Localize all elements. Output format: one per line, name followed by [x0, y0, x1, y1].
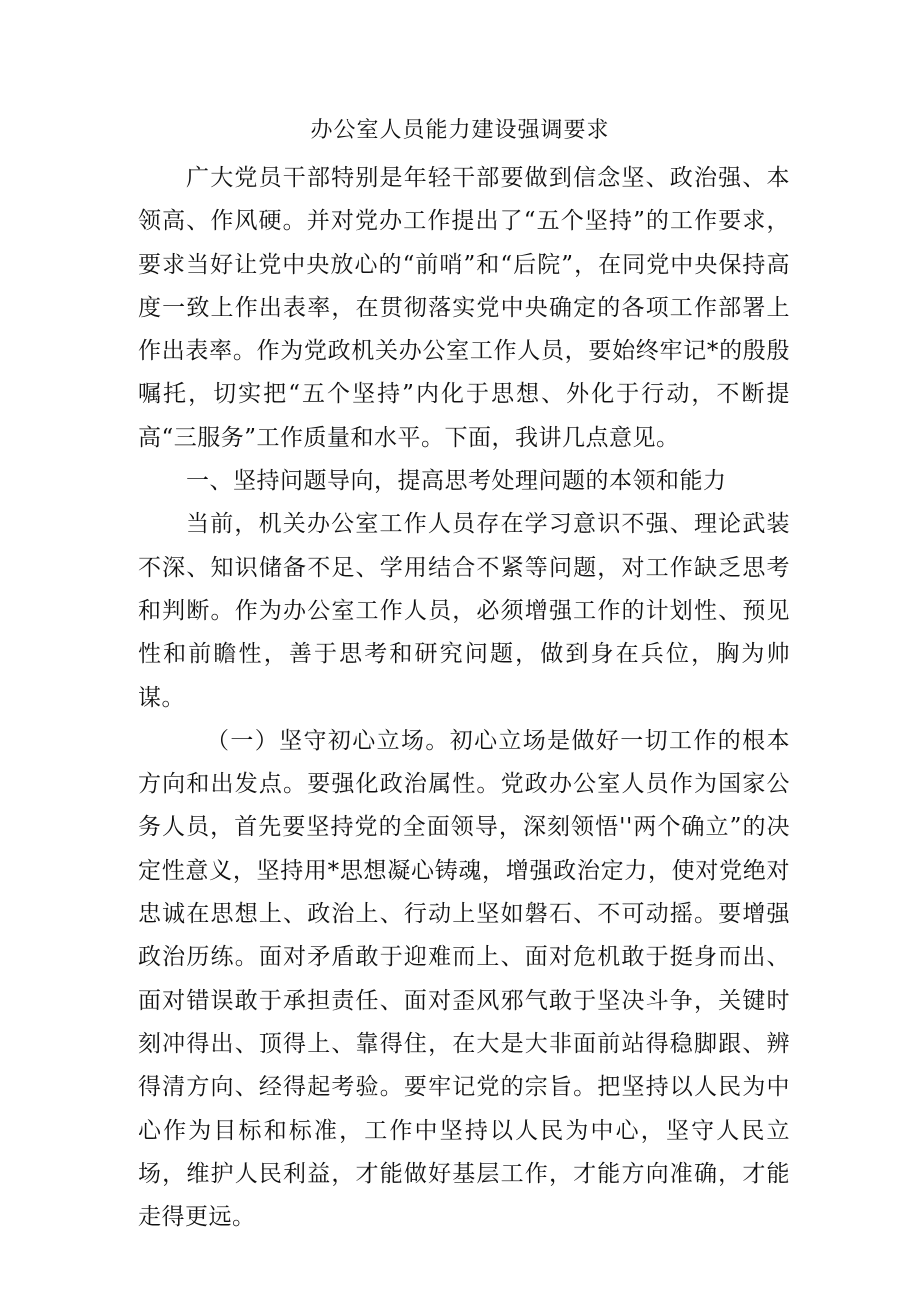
document-body [138, 157, 790, 1239]
paragraph-intro: 广大党员干部特别是年轻干部要做到信念坚、政治强、本领高、作风硬。并对党办工作提出了“五个坚持”的工作要求，要求当好让党中央放心的“前哨”和“后院”，在同党中央保持高度一致上作出表率，在贯彻落实党中央确定的各项工作部署上作出表率。作为党政机关办公室工作人员，要始终牢记*的殷殷嘱托，切实把“五个坚持”内化于思想、外化于行动，不断提高“三服务”工作质量和水平。下面，我讲几点意见。 [138, 165, 790, 451]
paragraph-subsection-1: （一）坚守初心立场。初心立场是做好一切工作的根本方向和出发点。要强化政治属性。党政办公室人员作为国家公务人员，首先要坚持党的全面领导，深刻领悟''两个确立”的决定性意义，坚持用*思想凝心铸魂，增强政治定力，使对党绝对忠诚在思想上、政治上、行动上坚如磐石、不可动摇。要增强政治历练。面对矛盾敢于迎难而上、面对危机敢于挺身而出、面对错误敢于承担责任、面对歪风邪气敢于坚决斗争，关键时刻冲得出、顶得上、靠得住，在大是大非面前站得稳脚跟、辨得清方向、经得起考验。要牢记党的宗旨。把坚持以人民为中心作为目标和标准，工作中坚持以人民为中心，坚守人民立场，维护人民利益，才能做好基层工作，才能方向准确，才能走得更远。 [138, 727, 790, 1231]
paragraph-section-1: 当前，机关办公室工作人员存在学习意识不强、理论武装不深、知识储备不足、学用结合不紧等问题，对工作缺乏思考和判断。作为办公室工作人员，必须增强工作的计划性、预见性和前瞻性，善于思考和研究问题，做到身在兵位，胸为帅谋。 [138, 511, 790, 711]
document-title: 办公室人员能力建设强调要求 [310, 118, 610, 143]
section-heading-1: 一、坚持问题导向，提高思考处理问题的本领和能力 [186, 468, 727, 495]
